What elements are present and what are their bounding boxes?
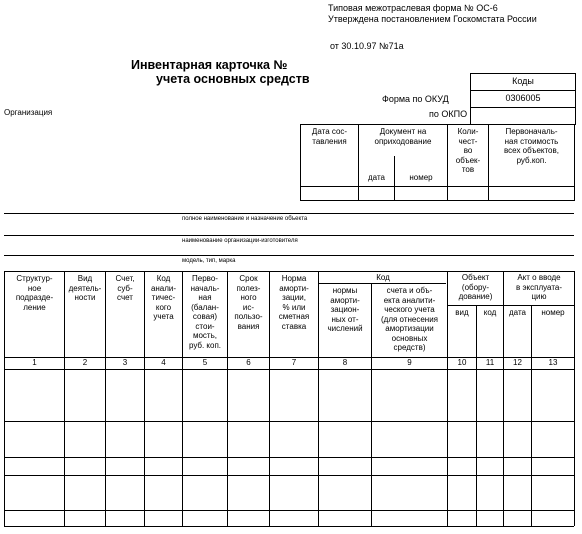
date-compiled-header: Дата сос- тавления xyxy=(311,127,348,146)
col-number: 10 xyxy=(457,358,467,367)
okud-value: 0306005 xyxy=(505,93,541,103)
col-number: 3 xyxy=(122,358,128,367)
code-group-header: Код xyxy=(376,273,390,282)
col-number: 12 xyxy=(513,358,522,367)
okpo-label: по ОКПО xyxy=(429,109,468,119)
col-number: 2 xyxy=(82,358,88,367)
table-row[interactable] xyxy=(5,458,573,474)
object-qty-header: Коли- чест- во объек- тов xyxy=(455,127,481,174)
col-number: 9 xyxy=(407,358,412,367)
col-number: 6 xyxy=(246,358,251,367)
full-name-caption: полное наименование и назначение объекта xyxy=(182,216,308,222)
model-caption: модель, тип, марка xyxy=(182,258,236,264)
col-number: 4 xyxy=(161,358,166,367)
col-number: 7 xyxy=(291,358,297,367)
col5-header: Перво- началь- ная (балан- совая) стои- мость, руб. коп. xyxy=(188,274,222,350)
col13-header: номер xyxy=(541,308,565,317)
page-title-line1: Инвентарная карточка № xyxy=(131,58,288,72)
col3-header: Счет, суб- счет xyxy=(115,274,135,302)
table-row[interactable] xyxy=(5,511,573,525)
approval-note: Утверждена постановлением Госкомстата России xyxy=(328,14,537,24)
approval-date: от 30.10.97 №71а xyxy=(330,41,404,51)
doc-number-header: номер xyxy=(409,173,433,182)
form-type: Типовая межотраслевая форма № ОС-6 xyxy=(328,3,498,13)
page-title-line2: учета основных средств xyxy=(156,72,310,86)
col7-header: Норма аморти- зации, % или сметная ставка xyxy=(278,274,310,331)
object-group-header: Объект (обору- дование) xyxy=(458,273,493,301)
table-row[interactable] xyxy=(5,370,573,420)
manufacturer-line xyxy=(4,235,574,236)
table-row[interactable] xyxy=(5,422,573,456)
okud-label: Форма по ОКУД xyxy=(382,94,449,104)
model-line xyxy=(4,255,574,256)
act-group-header: Акт о вводе в эксплуата- цию xyxy=(515,273,562,301)
codes-header: Коды xyxy=(512,76,534,86)
col10-header: вид xyxy=(455,308,469,317)
col12-header: дата xyxy=(509,308,526,317)
full-name-line xyxy=(4,213,574,214)
col-number: 1 xyxy=(32,358,37,367)
doc-date-header: дата xyxy=(368,173,385,182)
table-row[interactable] xyxy=(5,476,573,509)
col-number: 13 xyxy=(548,358,558,367)
okpo-value-cell xyxy=(470,107,576,125)
organization-label: Организация xyxy=(4,108,53,117)
col8-header: нормы аморти- зацион- ных от- числений xyxy=(327,286,363,333)
col9-header: счета и объ- екта аналити- ческого учета (для отнесения амортизации основных средств) xyxy=(380,286,439,352)
manufacturer-caption: наименование организации-изготовителя xyxy=(182,238,298,244)
col4-header: Код анали- тичес- кого учета xyxy=(150,274,177,321)
col2-header: Вид деятель- ности xyxy=(68,274,102,302)
col11-header: код xyxy=(483,308,497,317)
col6-header: Срок полез- ного ис- пользо- вания xyxy=(234,274,263,331)
initial-cost-header: Первоначаль- ная стоимость всех объектов, руб.коп. xyxy=(504,127,559,165)
col-number: 8 xyxy=(342,358,348,367)
col1-header: Структур- ное подразде- ление xyxy=(15,274,54,312)
receipt-document-header: Документ на оприходование xyxy=(374,127,432,146)
col-number: 5 xyxy=(202,358,208,367)
col-number: 11 xyxy=(485,358,495,367)
